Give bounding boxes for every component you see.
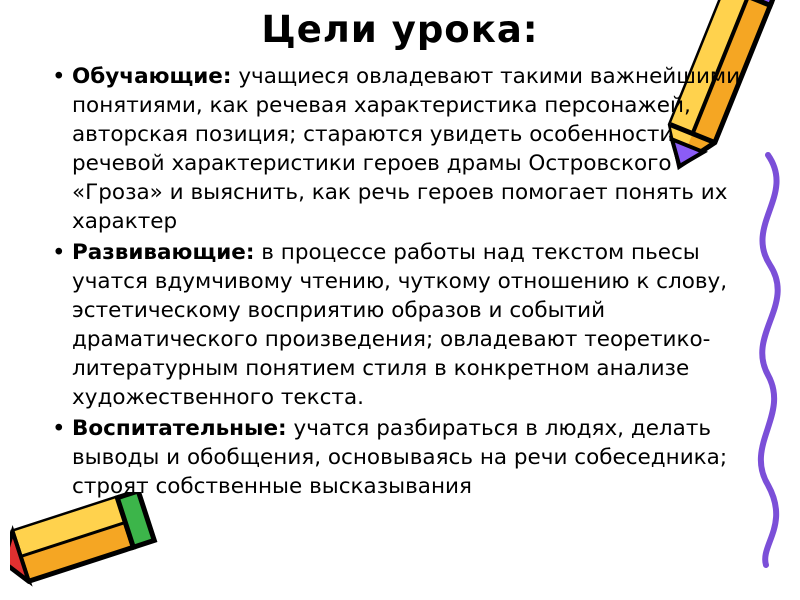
page-title: Цели урока: bbox=[261, 8, 539, 51]
bullet-body bbox=[72, 238, 742, 412]
bullet-lead: Воспитательные: bbox=[72, 416, 287, 441]
list-item bbox=[52, 238, 742, 412]
bullet-lead: Развивающие: bbox=[72, 240, 255, 265]
pencil-icon bbox=[10, 492, 160, 597]
list-item bbox=[52, 414, 742, 501]
bullet-body bbox=[72, 62, 742, 236]
bullet-marker-icon: • bbox=[52, 240, 66, 266]
bullet-list bbox=[52, 62, 742, 503]
bullet-rest: в процессе работы над текстом пьесы учатся вдумчивому чтению, чуткому отношению к слову, эстетическому восприятию образов и событий драматического произведения; овладевают теоретико-литературным понятием стиля в конкретном анализе художественного текста. bbox=[72, 240, 728, 410]
bullet-body bbox=[72, 414, 742, 501]
bullet-lead: Обучающие: bbox=[72, 64, 232, 89]
bullet-marker-icon: • bbox=[52, 64, 66, 90]
bullet-marker-icon: • bbox=[52, 416, 66, 442]
bullet-rest: учатся разбираться в людях, делать выводы и обобщения, основываясь на речи собеседника; строят собственные высказывания bbox=[72, 416, 728, 499]
list-item bbox=[52, 62, 742, 236]
squiggle-line bbox=[740, 150, 800, 570]
bullet-rest: учащиеся овладевают такими важнейшими понятиями, как речевая характеристика персонажей, авторская позиция; стараются увидеть особенности речевой характеристики героев драмы Островского «Гроза» и выяснить, как речь героев помогает понять их характер bbox=[72, 64, 741, 234]
